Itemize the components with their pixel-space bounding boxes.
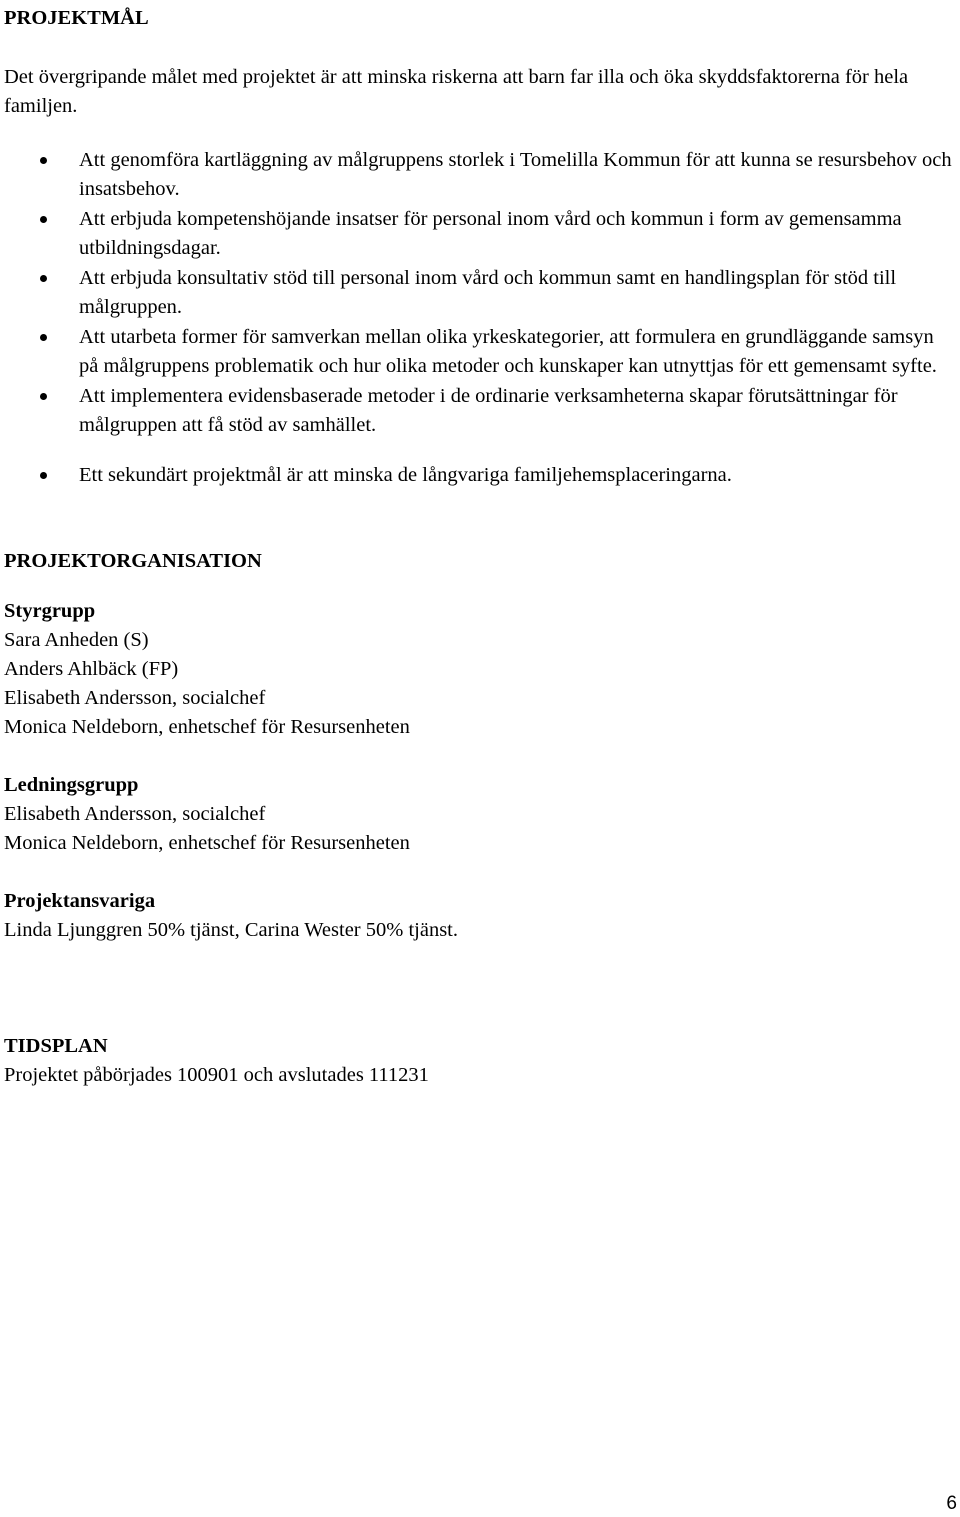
goal-item-text: Ett sekundärt projektmål är att minska de långvariga familjehemsplaceringarna.	[79, 464, 732, 486]
bullet-icon	[40, 275, 47, 282]
group-member: Monica Neldeborn, enhetschef för Resursenheten	[4, 716, 410, 738]
page-number: 6	[946, 1493, 957, 1514]
group-member: Sara Anheden (S)	[4, 629, 149, 651]
group-member: Anders Ahlbäck (FP)	[4, 658, 179, 680]
goal-list-item	[4, 461, 956, 490]
goal-list-item	[4, 323, 956, 381]
goal-list-item	[4, 146, 956, 204]
timeline-text: Projektet påbörjades 100901 och avslutades 111231	[4, 1064, 429, 1086]
project-leads-title: Projektansvariga	[4, 890, 156, 912]
goal-item-text: Att implementera evidensbaserade metoder i de ordinarie verksamheterna skapar förutsättningar för målgruppen att få stöd av samhället.	[79, 385, 898, 436]
group-member: Elisabeth Andersson, socialchef	[4, 687, 266, 709]
bullet-icon	[40, 393, 47, 400]
goal-list-item	[4, 264, 956, 322]
group-member: Elisabeth Andersson, socialchef	[4, 803, 266, 825]
project-goal-heading: PROJEKTMÅL	[4, 7, 149, 29]
goal-item-text: Att utarbeta former för samverkan mellan olika yrkeskategorier, att formulera en grundläggande samsyn på målgruppens problematik och hur olika metoder och kunskaper kan utnyttjas för ett gemensamt syfte.	[79, 326, 937, 377]
management-group-title: Ledningsgrupp	[4, 774, 139, 796]
document-page	[4, 4, 956, 1090]
steering-group	[4, 597, 956, 742]
goal-item-text: Att erbjuda kompetenshöjande insatser för personal inom vård och kommun i form av gemensamma utbildningsdagar.	[79, 208, 902, 259]
bullet-icon	[40, 334, 47, 341]
bullet-icon	[40, 472, 47, 479]
project-leads-group	[4, 887, 956, 945]
bullet-icon	[40, 157, 47, 164]
group-member: Monica Neldeborn, enhetschef för Resursenheten	[4, 832, 410, 854]
project-organisation-heading: PROJEKTORGANISATION	[4, 550, 262, 572]
goal-list-item	[4, 205, 956, 263]
steering-group-title: Styrgrupp	[4, 600, 96, 622]
goal-list-item	[4, 382, 956, 440]
goal-item-text: Att erbjuda konsultativ stöd till personal inom vård och kommun samt en handlingsplan för stöd till målgruppen.	[79, 267, 897, 318]
group-member: Linda Ljunggren 50% tjänst, Carina Wester 50% tjänst.	[4, 919, 458, 941]
goal-item-text: Att genomföra kartläggning av målgruppens storlek i Tomelilla Kommun för att kunna se resursbehov och insatsbehov.	[79, 149, 952, 200]
timeline-heading: TIDSPLAN	[4, 1035, 108, 1057]
management-group	[4, 771, 956, 858]
project-goal-intro: Det övergripande målet med projektet är att minska riskerna att barn far illa och öka skyddsfaktorerna för hela familjen.	[4, 66, 909, 117]
bullet-icon	[40, 216, 47, 223]
project-goal-list	[4, 146, 956, 490]
